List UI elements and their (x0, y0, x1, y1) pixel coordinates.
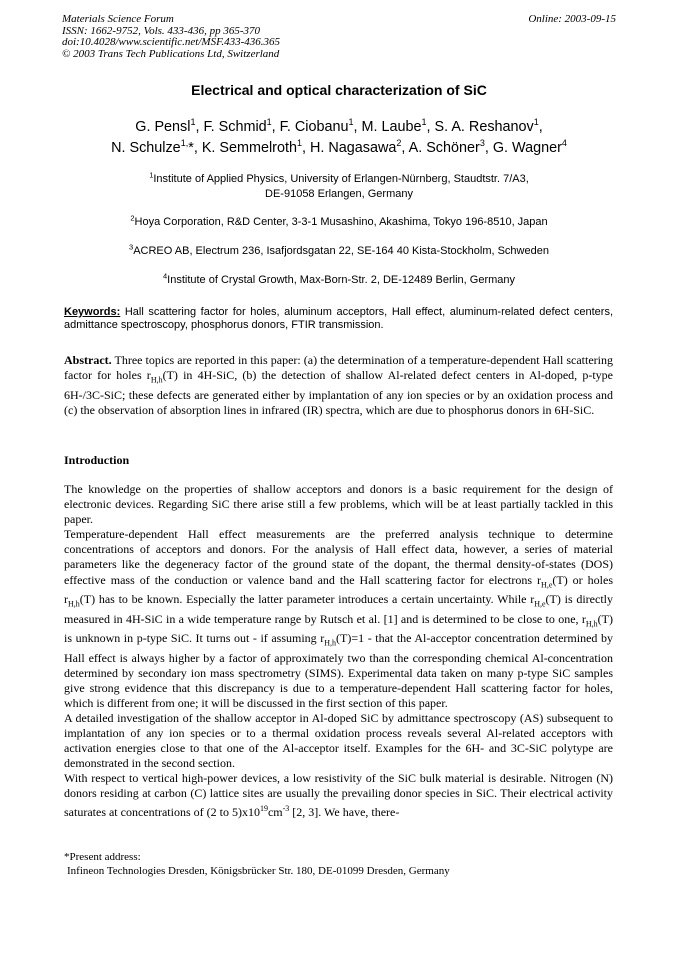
affiliation-4: $^4$Institute of Crystal Growth, Max-Born-Str. 2, DE-12489 Berlin, Germany (162, 271, 516, 286)
author-name: N. Schulze (111, 140, 181, 156)
author-name: H. Nagasawa (310, 140, 397, 156)
author-affil-sup: 4 (561, 138, 567, 149)
keywords-label: Keywords: (64, 306, 121, 318)
author-affil-sup: 1 (348, 117, 354, 128)
issn-line: ISSN: 1662-9752, Vols. 433-436, pp 365-370 (62, 24, 260, 37)
author-affil-sup: 1 (190, 117, 196, 128)
paragraph: The knowledge on the properties of shallow acceptors and donors is a basic requirement for the design of electronic devices. Regarding SiC there arise still a few problems, which will be at least partially tackled in this paper. (64, 482, 613, 527)
paragraph: A detailed investigation of the shallow acceptor in Al-doped SiC by admittance spectroscopy (AS) subsequent to implantation of any ion species or to a thermal oxidation process reveals several Al-related acceptors with activation energies close to that one of the Al-acceptor itself. Examples for the 6H- and 3C-SiC polytype are demonstrated in the second section. (64, 710, 613, 771)
paper-title: Electrical and optical characterization of SiC (191, 82, 487, 98)
keywords (64, 306, 613, 332)
author-name: F. Schmid (203, 119, 267, 135)
author-list (0, 117, 678, 159)
author-name: F. Ciobanu (279, 119, 349, 135)
author-name: A. Schöner (408, 140, 480, 156)
journal-name: Materials Science Forum (62, 13, 174, 25)
keywords-text: Hall scattering factor for holes, aluminum acceptors, Hall effect, aluminum-related defect centers, admittance spectroscopy, phosphorus donors, FTIR transmission. (64, 306, 613, 331)
author-name: M. Laube (361, 119, 422, 135)
author-affil-sup: 1 (533, 117, 539, 128)
author-affil-sup: 1, (180, 138, 189, 149)
affiliation-2: $^2$Hoya Corporation, R&D Center, 3-3-1 Musashino, Akashima, Tokyo 196-8510, Japan (130, 213, 548, 228)
introduction-body (64, 482, 613, 821)
author-name: G. Wagner (492, 140, 562, 156)
journal-header (62, 14, 616, 60)
footnote-label: *Present address: (64, 851, 141, 863)
corresponding-star: * (188, 140, 194, 156)
author-line-1: G. Pensl$^1$, F. Schmid$^1$, F. Ciobanu$^1$, M. Laube$^1$, S. A. Reshanov$^1$, (135, 117, 543, 135)
online-date: Online: 2003-09-15 (528, 13, 616, 25)
footnote-address: Infineon Technologies Dresden, Königsbrücker Str. 180, DE-01099 Dresden, Germany (67, 865, 450, 877)
author-name: K. Semmelroth (201, 140, 297, 156)
footnote (64, 850, 624, 878)
affiliation-3: $^3$ACREO AB, Electrum 236, Isafjordsgatan 22, SE-164 40 Kista-Stockholm, Schweden (129, 242, 549, 257)
paragraph: Temperature-dependent Hall effect measurements are the preferred analysis technique to determine concentrations of acceptors and donors. For the analysis of Hall effect data, however, a series of material parameters like the degeneracy factor of the ground state of the dopant, the thermal density-of-states (DOS) effective mass of the conduction or valence band and the Hall scattering factor for electrons $r_{H,e}(T)$ or holes $r_{H,h}(T)$ has to be known. Especially the latter parameter introduces a certain uncertainty. While $r_{H,e}(T)$ is directly measured in 4H-SiC in a wide temperature range by Rutsch et al. [1] and is determined to be close to one, $r_{H,h}(T)$ is unknown in p-type SiC. It turns out - if assuming $r_{H,h}(T)=1$ - that the Al-acceptor concentration determined by Hall effect is always higher by a factor of approximately two than the corresponding chemical Al-concentration determined by secondary ion mass spectrometry (SIMS). Experimental data taken on many p-type SiC samples give strong evidence that this discrepancy is due to a temperature-dependent Hall scattering factor for holes, which is different from one; it will be discussed in the first section of this paper. (64, 527, 613, 710)
author-line-2: N. Schulze$^{1,}$*, K. Semmelroth$^1$, H. Nagasawa$^2$, A. Schöner$^3$, G. Wagner$^4$ (111, 138, 567, 156)
abstract: Abstract. Three topics are reported in this paper: (a) the determination of a temperature-dependent Hall scattering factor for holes $r_{H,h}(T)$ in 4H-SiC, (b) the detection of shallow Al-related defect centers in Al-doped, p-type 6H-/3C-SiC; these defects are generated either by implantation of any ion species or by an oxidation process and (c) the observation of absorption lines in infrared (IR) spectra, which are due to phosphorus donors in 6H-SiC. (64, 353, 614, 417)
author-name: G. Pensl (135, 119, 191, 135)
section-heading-introduction: Introduction (64, 453, 130, 467)
affiliation-1: $^1$Institute of Applied Physics, University of Erlangen-Nürnberg, Staudtstr. 7/A3, DE-91058 Erlangen, Germany (149, 170, 529, 200)
author-affil-sup: 1 (266, 117, 272, 128)
copyright-line: © 2003 Trans Tech Publications Ltd, Switzerland (62, 47, 280, 60)
paragraph: With respect to vertical high-power devices, a low resistivity of the SiC bulk material is desirable. Nitrogen (N) donors residing at carbon (C) lattice sites are usually the prevailing donor species in SiC. Their electrical activity saturates at concentrations of (2 to $5)x10^{19}cm^{-3}$ [2, 3]. We have, there- (64, 771, 613, 820)
author-affil-sup: 1 (296, 138, 302, 149)
author-affil-sup: 2 (396, 138, 402, 149)
doi-line: doi:10.4028/www.scientific.net/MSF.433-436.365 (62, 36, 281, 48)
abstract-label: Abstract. (64, 353, 112, 367)
author-affil-sup: 1 (421, 117, 427, 128)
author-affil-sup: 3 (479, 138, 485, 149)
author-name: S. A. Reshanov (434, 119, 534, 135)
